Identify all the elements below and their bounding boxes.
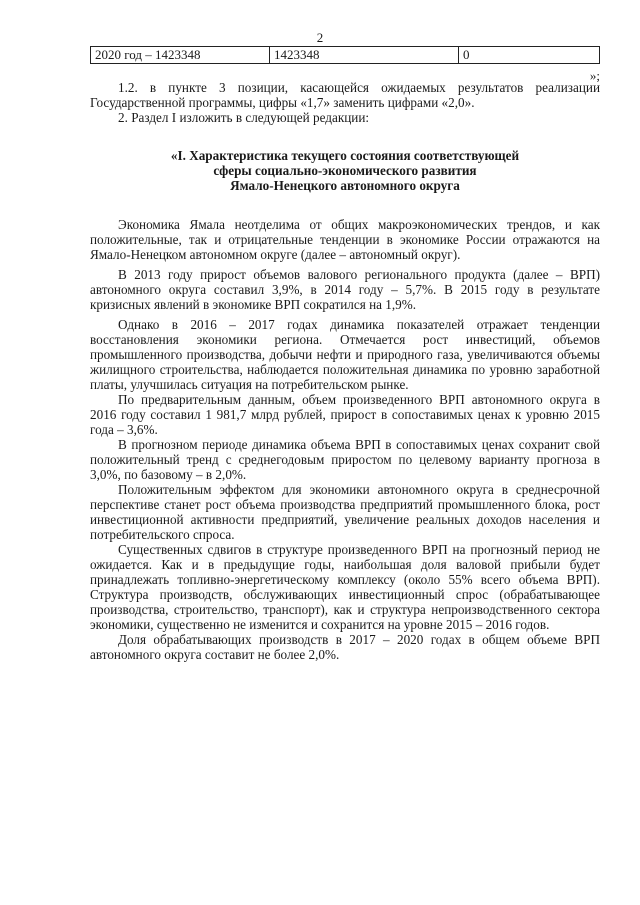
body-paragraph: Доля обрабатывающих производств в 2017 – 2020 годах в общем объеме ВРП автономного округа составит не более 2,0%. (90, 632, 600, 662)
body-paragraph: Экономика Ямала неотделима от общих макроэкономических трендов, и как положительные, так и отрицательные тенденции в экономике России отражаются на Ямало-Ненецком автономном округе (далее – автономный округ). (90, 217, 600, 262)
heading-line: Ямало-Ненецкого автономного округа (230, 178, 460, 193)
table-cell: 2020 год – 1423348 (91, 47, 270, 64)
body-paragraph: Положительным эффектом для экономики автономного округа в среднесрочной перспективе станет рост объема производства предприятий промышленного блока, рост инвестиционной активности предприятий, увеличение реальных доходов населения и потребительского спроса. (90, 482, 600, 542)
document-body (90, 80, 600, 662)
body-paragraph: По предварительным данным, объем произведенного ВРП автономного округа в 2016 году составил 1 981,7 млрд рублей, прирост в сопоставимых ценах к уровню 2015 года – 3,6%. (90, 392, 600, 437)
table-row (91, 47, 600, 64)
table-cell: 0 (459, 47, 600, 64)
continuation-table (90, 46, 600, 64)
heading-line: «I. Характеристика текущего состояния соответствующей (170, 148, 520, 163)
table-cell: 1423348 (270, 47, 459, 64)
body-paragraph: В 2013 году прирост объемов валового регионального продукта (далее – ВРП) автономного округа составил 3,9%, в 2014 году – 5,7%. В 2015 году в результате кризисных явлений в экономике ВРП сократился на 1,9%. (90, 267, 600, 312)
body-paragraph: Однако в 2016 – 2017 годах динамика показателей отражает тенденции восстановления экономики региона. Отмечается рост инвестиций, объемов промышленного производства, добычи нефти и природного газа, увеличиваются объемы жилищного строительства, наблюдается положительная динамика по уровню заработной платы, улучшилась ситуация на потребительском рынке. (90, 317, 600, 392)
page-number: 2 (316, 30, 324, 45)
section-text (90, 217, 600, 662)
amendment-paragraph: 2. Раздел I изложить в следующей редакции: (118, 110, 370, 125)
amendment-paragraph: 1.2. в пункте 3 позиции, касающейся ожидаемых результатов реализации Государственной программы, цифры «1,7» заменить цифрами «2,0». (90, 80, 600, 110)
body-paragraph: Существенных сдвигов в структуре произведенного ВРП на прогнозный период не ожидается. Как и в предыдущие годы, наибольшая доля валовой прибыли будет принадлежать топливно-энергетическому комплексу (около 55% всего объема ВРП). Структура производств, обслуживающих инвестиционный спрос (обрабатывающее производства, строительство, транспорт), как и структура непроизводственного сектора экономики, существенно не изменится и сохранится на уровне 2015 – 2016 годов. (90, 542, 600, 632)
section-heading (90, 148, 600, 193)
heading-line: сферы социально-экономического развития (213, 163, 477, 178)
body-paragraph: В прогнозном периоде динамика объема ВРП в сопоставимых ценах сохранит свой положительный тренд с среднегодовым приростом по целевому варианту прогноза в 3,0%, по базовому – в 2,0%. (90, 437, 600, 482)
table-end-mark: »; (589, 68, 600, 83)
